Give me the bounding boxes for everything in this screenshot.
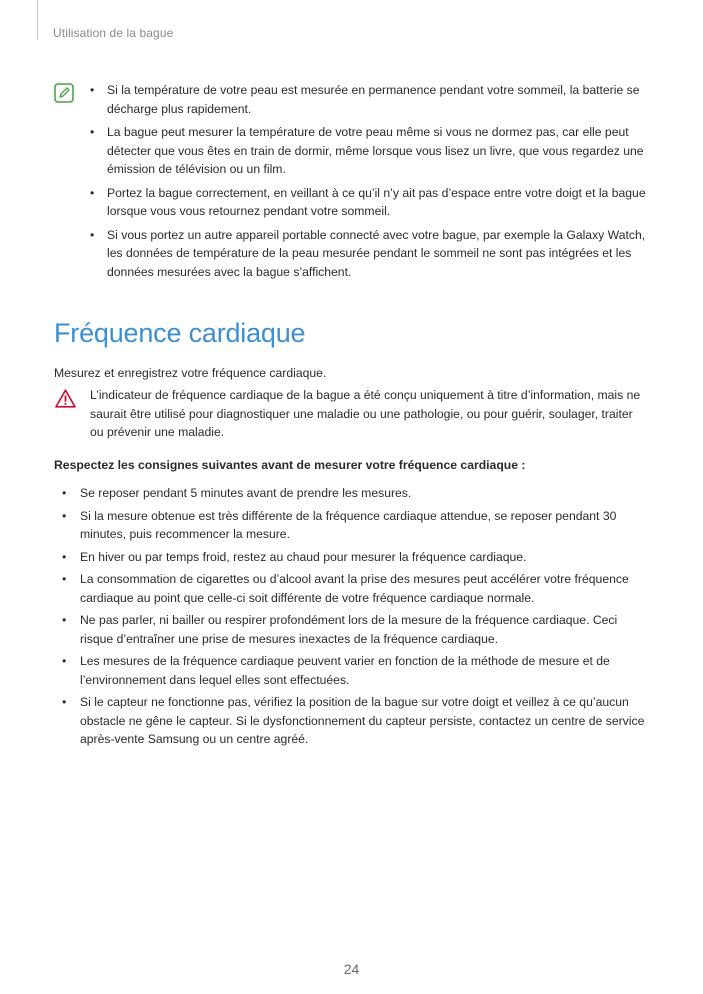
instruction-item: • Se reposer pendant 5 minutes avant de prendre les mesures. xyxy=(62,484,652,503)
warning-triangle-icon xyxy=(55,389,76,408)
note-list xyxy=(88,81,663,286)
section-label: Utilisation de la bague xyxy=(53,26,174,40)
instruction-item: • En hiver ou par temps froid, restez au chaud pour mesurer la fréquence cardiaque. xyxy=(62,548,652,567)
header-divider xyxy=(37,0,38,40)
instruction-item: • Si la mesure obtenue est très différente de la fréquence cardiaque attendue, se reposer pendant 30 minutes, puis recommencer la mesure. xyxy=(62,507,652,544)
instructions-subheading: Respectez les consignes suivantes avant de mesurer votre fréquence cardiaque : xyxy=(54,458,526,472)
page-number: 24 xyxy=(343,961,360,977)
instruction-item: • Ne pas parler, ni bailler ou respirer profondément lors de la mesure de la fréquence cardiaque. Ceci risque d’entraîner une prise de mesures inexactes de la fréquence cardiaque. xyxy=(62,611,652,648)
warning-text: L’indicateur de fréquence cardiaque de la bague a été conçu uniquement à titre d’information, mais ne saurait être utilisé pour diagnostiquer une maladie ou une pathologie, ou pour guérir, soulager, traiter ou prévenir une maladie. xyxy=(90,388,641,439)
note-item: • La bague peut mesurer la température de votre peau même si vous ne dormez pas, car elle peut détecter que vous êtes en train de dormir, même lorsque vous lisez un livre, que vous regardez une émission de télévision ou un film. xyxy=(88,123,663,179)
instruction-item: • Les mesures de la fréquence cardiaque peuvent varier en fonction de la méthode de mesure et de l’environnement dans lequel elles sont effectuées. xyxy=(62,652,652,689)
note-item: • Si la température de votre peau est mesurée en permanence pendant votre sommeil, la batterie se décharge plus rapidement. xyxy=(88,81,663,118)
instruction-item: • Si le capteur ne fonctionne pas, vérifiez la position de la bague sur votre doigt et veillez à ce qu’aucun obstacle ne gêne le capteur. Si le dysfonctionnement du capteur persiste, contactez un centre de service après-vente Samsung ou un centre agréé. xyxy=(62,693,652,749)
note-item: • Si vous portez un autre appareil portable connecté avec votre bague, par exemple la Galaxy Watch, les données de température de la peau mesurée pendant le sommeil ne sont pas intégrées et les données mesurées avec la bague s’affichent. xyxy=(88,226,663,282)
note-item: • Portez la bague correctement, en veillant à ce qu’il n’y ait pas d’espace entre votre doigt et la bague lorsque vous vous retournez pendant votre sommeil. xyxy=(88,184,663,221)
instructions-list xyxy=(62,484,652,753)
section-heading: Fréquence cardiaque xyxy=(54,318,306,348)
instruction-item: • La consommation de cigarettes ou d’alcool avant la prise des mesures peut accélérer votre fréquence cardiaque au point que celle-ci soit différente de votre fréquence cardiaque normale. xyxy=(62,570,652,607)
note-pencil-icon xyxy=(54,83,74,103)
section-intro: Mesurez et enregistrez votre fréquence cardiaque. xyxy=(54,366,327,380)
